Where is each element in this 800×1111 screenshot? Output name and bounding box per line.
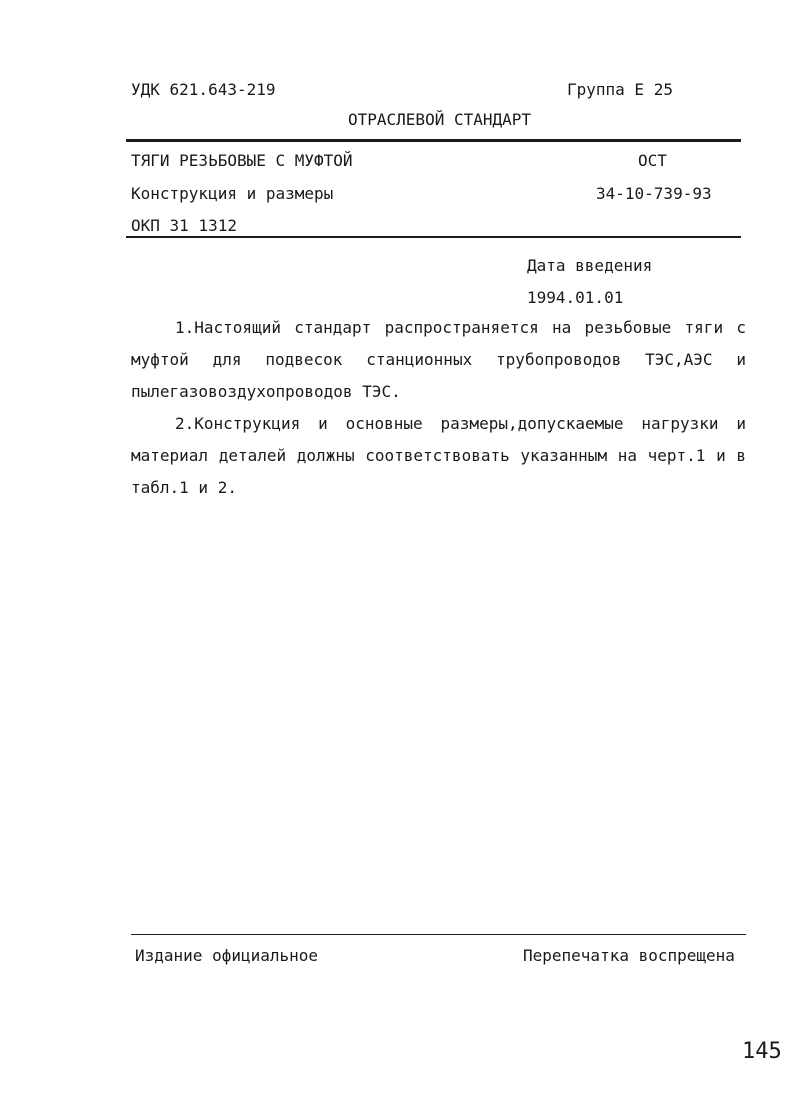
- paragraph-text: 2.Конструкция и основные размеры,допускаемые нагрузки и материал деталей должны соответствовать указанным на черт.1 и в табл.1 и 2.: [131, 414, 746, 497]
- udk-code: УДК 621.643-219: [131, 80, 276, 99]
- document-subtitle: Конструкция и размеры: [131, 184, 334, 203]
- footer-rule: [131, 934, 746, 935]
- okp-code: ОКП 31 1312: [131, 216, 237, 235]
- standard-type: ОТРАСЛЕВОЙ СТАНДАРТ: [348, 110, 532, 129]
- paragraph-1: [131, 312, 746, 408]
- edition-note: Издание официальное: [135, 946, 319, 965]
- document-title: ТЯГИ РЕЗЬБОВЫЕ С МУФТОЙ: [131, 151, 353, 170]
- title-rule: [126, 236, 741, 238]
- ost-label: ОСТ: [638, 151, 667, 170]
- top-rule: [126, 139, 741, 142]
- group-code: Группа Е 25: [567, 80, 673, 99]
- page-number: 145: [742, 1039, 782, 1064]
- reprint-note: Перепечатка воспрещена: [523, 946, 735, 965]
- intro-date-label: Дата введения: [527, 256, 653, 275]
- ost-number: 34-10-739-93: [596, 184, 712, 203]
- paragraph-text: 1.Настоящий стандарт распространяется на резьбовые тяги с муфтой для подвесок станционных трубопроводов ТЭС,АЭС и пылегазовоздухопроводов ТЭС.: [131, 318, 746, 401]
- paragraph-2: [131, 408, 746, 504]
- intro-date-value: 1994.01.01: [527, 288, 624, 307]
